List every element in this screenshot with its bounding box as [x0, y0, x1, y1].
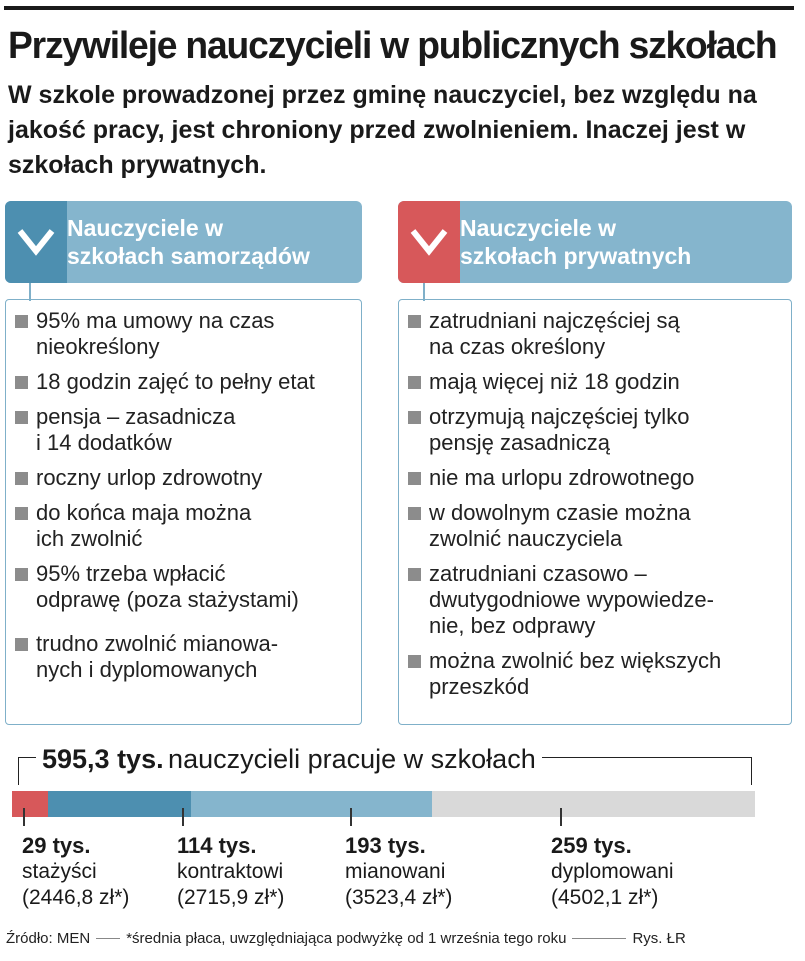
list-item: [408, 404, 721, 456]
square-bullet-icon: [408, 568, 421, 581]
square-bullet-icon: [408, 376, 421, 389]
square-bullet-icon: [408, 411, 421, 424]
chevron-box-public: [5, 201, 67, 283]
stacked-bar: [12, 791, 755, 817]
square-bullet-icon: [408, 472, 421, 485]
list-item-text: pensja – zasadnicza: [36, 404, 236, 429]
footer-divider: [572, 938, 626, 939]
group-num: 193 tys.: [345, 833, 426, 858]
bar-segment: [432, 791, 755, 817]
panel-header-private: [398, 201, 792, 283]
list-item-text: zatrudniani najczęściej są: [429, 308, 680, 333]
footer-divider: [96, 938, 120, 939]
square-bullet-icon: [408, 315, 421, 328]
group-salary: (2446,8 zł*): [22, 886, 130, 909]
list-item: [15, 631, 315, 683]
square-bullet-icon: [15, 472, 28, 485]
heading-line: Nauczyciele w: [67, 215, 223, 241]
chevron-down-icon: [410, 225, 448, 259]
heading-line: Nauczyciele w: [460, 215, 616, 241]
list-item-text: 18 godzin zajęć to pełny etat: [36, 369, 315, 394]
list-item-text: ich zwolnić: [36, 526, 143, 551]
list-item: [15, 500, 315, 552]
square-bullet-icon: [408, 507, 421, 520]
list-item: [408, 648, 721, 700]
list-item-text: można zwolnić bez większych: [429, 648, 722, 673]
panel-heading-public: [67, 214, 310, 270]
heading-line: szkołach samorządów: [67, 243, 310, 269]
list-item-text: dwutygodniowe wypowiedze-: [429, 587, 714, 612]
list-item-text: 95% ma umowy na czas: [36, 308, 275, 333]
bar-tick: [560, 808, 562, 826]
square-bullet-icon: [15, 376, 28, 389]
group-num: 259 tys.: [551, 833, 632, 858]
list-item: [15, 561, 315, 613]
square-bullet-icon: [15, 411, 28, 424]
group-salary: (2715,9 zł*): [177, 886, 285, 909]
list-item-text: roczny urlop zdrowotny: [36, 465, 263, 490]
footnote-text: *średnia płaca, uwzględniająca podwyżkę od 1 września tego roku: [126, 930, 567, 947]
list-item: [15, 404, 315, 456]
list-item: [15, 465, 315, 491]
total-text: nauczycieli pracuje w szkołach: [168, 744, 536, 774]
bar-tick: [182, 808, 184, 826]
square-bullet-icon: [15, 507, 28, 520]
bar-tick: [350, 808, 352, 826]
heading-line: szkołach prywatnych: [460, 243, 692, 269]
group-salary: (3523,4 zł*): [345, 886, 453, 909]
list-item-text: trudno zwolnić mianowa-: [36, 631, 279, 656]
group-label: mianowani: [345, 860, 446, 883]
privilege-list-private: [408, 308, 721, 709]
total-caption: [36, 744, 542, 775]
group-label: stażyści: [22, 860, 97, 883]
group-label: [551, 833, 741, 911]
list-item-text: na czas określony: [429, 334, 606, 359]
list-item: [408, 369, 721, 395]
group-label: kontraktowi: [177, 860, 284, 883]
top-rule: [4, 6, 794, 10]
panel-body-private: [398, 299, 792, 725]
list-item-text: zwolnić nauczyciela: [429, 526, 623, 551]
list-item-text: otrzymują najczęściej tylko: [429, 404, 690, 429]
list-item: [408, 465, 721, 491]
bar-segment: [191, 791, 432, 817]
list-item-text: przeszkód: [429, 674, 530, 699]
bar-segment: [48, 791, 190, 817]
group-label: [177, 833, 367, 911]
group-label: dyplomowani: [551, 860, 674, 883]
square-bullet-icon: [408, 655, 421, 668]
lead-text: W szkole prowadzonej przez gminę nauczyciel, bez względu na jakość pracy, jest chroniony przed zwolnieniem. Inaczej jest w szkołach prywatnych.: [8, 81, 757, 179]
group-label: [345, 833, 535, 911]
page-title: Przywileje nauczycieli w publicznych szkołach: [8, 25, 777, 67]
total-number: 595,3 tys.: [42, 744, 164, 774]
list-item-text: nieokreślony: [36, 334, 160, 359]
panel-heading-private: [460, 214, 691, 270]
group-num: 114 tys.: [177, 833, 257, 858]
footer: [6, 930, 796, 947]
list-item-text: do końca maja można: [36, 500, 252, 525]
privilege-list-public: [15, 308, 315, 692]
list-item-text: nych i dyplomowanych: [36, 657, 258, 682]
list-item: [15, 308, 315, 360]
list-item-text: nie, bez odprawy: [429, 613, 596, 638]
list-item-text: pensję zasadniczą: [429, 430, 611, 455]
list-item-text: w dowolnym czasie można: [429, 500, 691, 525]
chevron-down-icon: [17, 225, 55, 259]
source-text: Źródło: MEN: [6, 930, 91, 947]
list-item-text: zatrudniani czasowo –: [429, 561, 647, 586]
list-item-text: nie ma urlopu zdrowotnego: [429, 465, 695, 490]
bar-segment: [12, 791, 48, 817]
list-item-text: 95% trzeba wpłacić: [36, 561, 226, 586]
bar-tick: [23, 808, 25, 826]
group-num: 29 tys.: [22, 833, 91, 858]
square-bullet-icon: [15, 638, 28, 651]
panel-body-public: [5, 299, 362, 725]
list-item-text: mają więcej niż 18 godzin: [429, 369, 680, 394]
list-item: [408, 500, 721, 552]
credit-text: Rys. ŁR: [632, 930, 686, 947]
square-bullet-icon: [15, 315, 28, 328]
list-item: [15, 369, 315, 395]
group-salary: (4502,1 zł*): [551, 886, 659, 909]
panel-header-public: [5, 201, 362, 283]
list-item-text: odprawę (poza stażystami): [36, 587, 299, 612]
list-item-text: i 14 dodatków: [36, 430, 172, 455]
list-item: [408, 561, 721, 639]
square-bullet-icon: [15, 568, 28, 581]
chevron-box-private: [398, 201, 460, 283]
list-item: [408, 308, 721, 360]
